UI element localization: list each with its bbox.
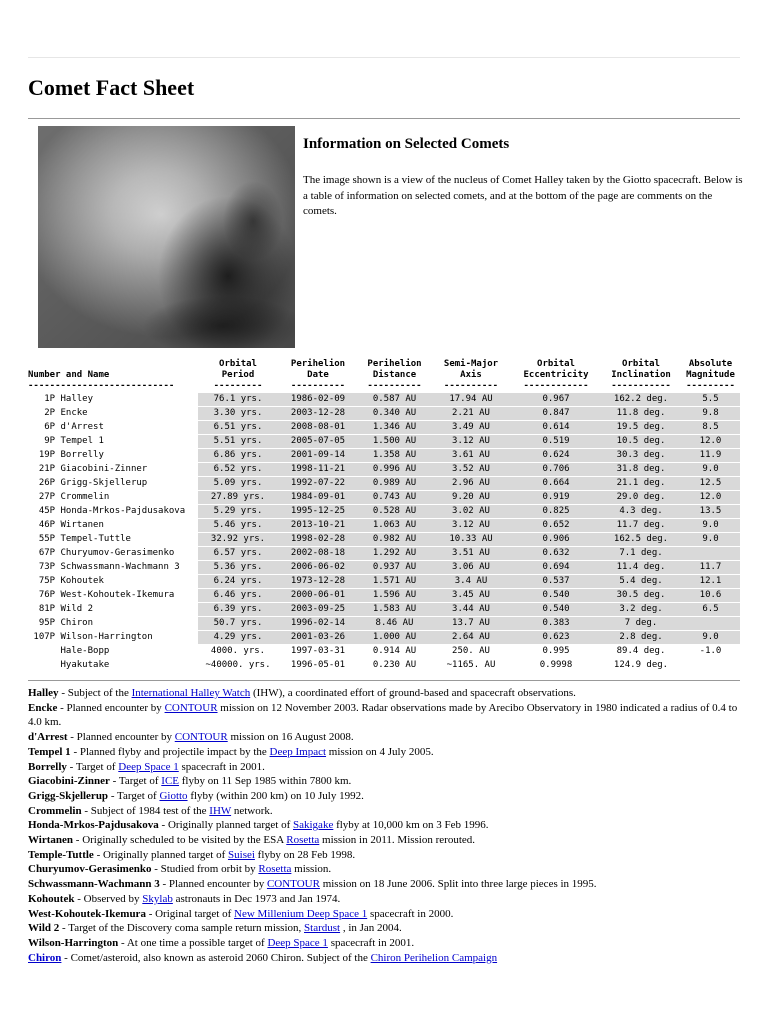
note-comet-name: Halley [28,687,59,699]
table-cell: 2.21 AU [431,407,511,420]
note-link[interactable]: Stardust [304,922,341,935]
table-cell: 4.3 deg. [601,505,681,518]
comet-name-cell: 107P Wilson-Harrington [28,631,198,644]
table-cell: 9.0 [681,519,740,532]
comet-note: Wild 2 - Target of the Discovery coma sample return mission, Stardust , in Jan 2004. [28,922,402,935]
comet-halley-nucleus-image [38,126,295,348]
table-cell: 6.39 yrs. [198,603,278,616]
table-row [28,603,740,616]
table-row [28,477,740,490]
notes-divider [28,680,740,681]
note-comet-name: Schwassmann-Wachmann 3 [28,878,160,891]
table-cell: 7.1 deg. [601,547,681,560]
table-row [28,463,740,476]
table-cell: 2001-09-14 [278,449,358,462]
table-cell: 0.847 [511,407,601,420]
table-cell: 9.0 [681,631,740,644]
table-cell: 0.989 AU [358,477,431,490]
table-cell: 5.36 yrs. [198,561,278,574]
table-cell: 9.0 [681,463,740,476]
table-row [28,491,740,504]
table-cell: 10.5 deg. [601,435,681,448]
table-row [28,617,740,630]
page-title: Comet Fact Sheet [28,75,195,100]
comet-table [28,358,740,673]
table-cell: 1995-12-25 [278,505,358,518]
table-header [28,359,740,392]
header-line-1: Perihelion [367,359,422,369]
table-cell: 0.540 [511,603,601,616]
note-comet-name: Wild 2 [28,922,60,935]
table-cell: 3.30 yrs. [198,407,278,420]
table-cell: 1.500 AU [358,435,431,448]
table-cell: 2005-07-05 [278,435,358,448]
table-cell: 0.540 [511,589,601,602]
table-cell: 1.583 AU [358,603,431,616]
table-cell: 3.44 AU [431,603,511,616]
table-cell: 1986-02-09 [278,393,358,406]
table-cell: 0.919 [511,491,601,504]
info-section [303,136,743,220]
table-cell: 0.937 AU [358,561,431,574]
note-link[interactable]: Deep Impact [269,745,327,758]
column-header [358,359,431,392]
table-cell [681,547,740,560]
table-cell: 5.09 yrs. [198,477,278,490]
comet-note: Giacobini-Zinner - Target of ICE flyby on 11 Sep 1985 within 7800 km. [28,775,352,788]
column-header [681,359,740,392]
comet-note: Borrelly - Target of Deep Space 1 spacecraft in 2001. [28,760,265,773]
column-header [601,359,681,392]
table-cell: 1996-05-01 [278,659,358,672]
header-line-1: Absolute [688,359,733,369]
table-cell: 5.4 deg. [601,575,681,588]
table-cell: 8.5 [681,421,740,434]
table-cell: 2.8 deg. [601,631,681,644]
table-cell: 0.632 [511,547,601,560]
table-cell: 21.1 deg. [601,477,681,490]
header-line-1 [28,359,198,370]
table-cell: 0.996 AU [358,463,431,476]
column-header [278,359,358,392]
note-comet-name: Tempel 1 [28,745,71,758]
table-cell: 0.537 [511,575,601,588]
table-cell: 2006-06-02 [278,561,358,574]
note-comet-name: Temple-Tuttle [28,848,94,861]
table-cell [681,659,740,672]
header-line-1: Orbital [537,359,575,369]
table-cell: 1.571 AU [358,575,431,588]
comet-name-cell: 9P Tempel 1 [28,435,198,448]
note-link[interactable]: Rosetta [258,863,292,876]
table-cell: 6.52 yrs. [198,463,278,476]
table-cell: 1.346 AU [358,421,431,434]
table-cell: 0.624 [511,449,601,462]
table-cell: 1.000 AU [358,631,431,644]
table-cell: 2008-08-01 [278,421,358,434]
table-cell: -1.0 [681,645,740,658]
header-underline: --------- [213,381,263,391]
header-line-2: Magnitude [686,370,735,380]
table-cell [681,617,740,630]
note-comet-name: Encke [28,701,58,714]
table-cell: 13.7 AU [431,617,511,630]
table-cell: 9.8 [681,407,740,420]
comet-name-cell: 1P Halley [28,393,198,406]
table-cell: 1.063 AU [358,519,431,532]
comet-note: Halley - Subject of the International Halley Watch (IHW), a coordinated effort of ground-based and spacecraft observations. [28,687,576,699]
note-link[interactable]: Chiron Perihelion Campaign [370,951,498,964]
table-cell: 0.743 AU [358,491,431,504]
comet-name-cell: 55P Tempel-Tuttle [28,533,198,546]
note-comet-name: Kohoutek [28,892,75,905]
table-cell: 0.383 [511,617,601,630]
comet-note: d'Arrest - Planned encounter by CONTOUR mission on 16 August 2008. [28,731,354,744]
table-cell: 3.02 AU [431,505,511,518]
table-cell: ~40000. yrs. [198,659,278,672]
table-cell: 6.46 yrs. [198,589,278,602]
table-cell: 3.49 AU [431,421,511,434]
table-cell: 12.0 [681,491,740,504]
table-cell: 6.86 yrs. [198,449,278,462]
table-cell: 89.4 deg. [601,645,681,658]
note-comet-name: Honda-Mrkos-Pajdusakova [28,819,159,832]
note-comet-name: Grigg-Skjellerup [28,789,109,802]
header-line-1: Semi-Major [443,359,499,369]
table-cell: 12.0 [681,435,740,448]
note-link[interactable]: IHW [209,804,232,817]
comet-note: Grigg-Skjellerup - Target of Giotto flyby (within 200 km) on 10 July 1992. [28,789,364,802]
table-row [28,533,740,546]
header-line-2: Inclination [611,370,671,380]
header-underline: ---------- [443,381,499,391]
comet-name-cell: 27P Crommelin [28,491,198,504]
comet-name-cell: 19P Borrelly [28,449,198,462]
table-cell: 6.57 yrs. [198,547,278,560]
table-cell: 9.20 AU [431,491,511,504]
header-line-2: Number and Name [28,370,110,380]
note-link[interactable]: Skylab [142,892,173,905]
table-cell: 11.4 deg. [601,561,681,574]
comet-notes [28,686,743,965]
table-cell: 162.5 deg. [601,533,681,546]
table-cell: 3.45 AU [431,589,511,602]
table-cell: 0.995 [511,645,601,658]
header-line-2: Distance [372,370,417,380]
comet-note: Chiron - Comet/asteroid, also known as asteroid 2060 Chiron. Subject of the Chiron Perihelion Campaign [28,951,498,964]
table-cell: 1.292 AU [358,547,431,560]
table-cell: 0.664 [511,477,601,490]
table-cell: 0.914 AU [358,645,431,658]
note-link[interactable]: Rosetta [286,834,320,847]
note-comet-name: Crommelin [28,804,82,817]
table-cell: 0.587 AU [358,393,431,406]
note-comet-name: Wirtanen [28,834,74,847]
table-row [28,407,740,420]
table-cell: 0.230 AU [358,659,431,672]
table-cell: 6.24 yrs. [198,575,278,588]
table-cell: 0.528 AU [358,505,431,518]
table-cell: 3.52 AU [431,463,511,476]
comet-note: Wilson-Harrington - At one time a possible target of Deep Space 1 spacecraft in 2001. [28,936,415,949]
comet-name-cell: 67P Churyumov-Gerasimenko [28,547,198,560]
comet-note: Churyumov-Gerasimenko - Studied from orbit by Rosetta mission. [28,863,332,876]
table-cell: 32.92 yrs. [198,533,278,546]
note-link[interactable]: Deep Space 1 [118,760,179,773]
note-link[interactable]: Giotto [159,789,188,802]
table-cell: 0.906 [511,533,601,546]
header-underline: ---------- [367,381,422,391]
table-cell: 124.9 deg. [601,659,681,672]
comet-note: Encke - Planned encounter by CONTOUR mission on 12 November 2003. Radar observations made by Arecibo Observatory in 1980 indicated a radius of 0.4 to 4.0 km. [28,701,738,729]
table-cell: 30.3 deg. [601,449,681,462]
table-cell: 13.5 [681,505,740,518]
table-row [28,519,740,532]
table-cell: 2013-10-21 [278,519,358,532]
comet-note: Kohoutek - Observed by Skylab astronauts in Dec 1973 and Jan 1974. [28,892,341,905]
column-header [28,359,198,392]
note-link[interactable]: CONTOUR [174,731,228,744]
table-cell: 0.652 [511,519,601,532]
table-cell: 3.4 AU [431,575,511,588]
note-comet-name: Giacobini-Zinner [28,775,110,788]
table-row [28,505,740,518]
table-row [28,589,740,602]
table-cell: 31.8 deg. [601,463,681,476]
table-cell: 11.7 [681,561,740,574]
comet-name-cell: Hyakutake [28,659,198,672]
table-cell: 27.89 yrs. [198,491,278,504]
note-comet-name: Churyumov-Gerasimenko [28,863,152,876]
table-cell: 12.5 [681,477,740,490]
comet-note: Wirtanen - Originally scheduled to be visited by the ESA Rosetta mission in 2011. Mission rerouted. [28,834,476,847]
table-cell: 5.51 yrs. [198,435,278,448]
table-cell: 3.12 AU [431,435,511,448]
column-header [198,359,278,392]
comet-name-cell: 26P Grigg-Skjellerup [28,477,198,490]
table-row [28,421,740,434]
table-row [28,575,740,588]
table-cell: 1.596 AU [358,589,431,602]
table-cell: 11.8 deg. [601,407,681,420]
table-cell: 10.33 AU [431,533,511,546]
header-line-1: Perihelion [290,359,346,369]
table-cell: 2002-08-18 [278,547,358,560]
info-text: The image shown is a view of the nucleus of Comet Halley taken by the Giotto spacecraft. Below is a table of information on selected comets, and at the bottom of the page are comments on the comets. [303,174,743,217]
table-row [28,449,740,462]
note-comet-name [28,952,61,964]
table-cell: 8.46 AU [358,617,431,630]
table-cell: 6.51 yrs. [198,421,278,434]
header-line-1: Orbital [622,359,660,369]
table-cell: 3.61 AU [431,449,511,462]
comet-name-cell: 76P West-Kohoutek-Ikemura [28,589,198,602]
table-cell: 0.623 [511,631,601,644]
table-cell: 1992-07-22 [278,477,358,490]
comet-name-cell: 21P Giacobini-Zinner [28,463,198,476]
comet-name-cell: 81P Wild 2 [28,603,198,616]
table-cell: 76.1 yrs. [198,393,278,406]
table-cell: 0.706 [511,463,601,476]
table-cell: 19.5 deg. [601,421,681,434]
note-link[interactable]: New Millenium Deep Space 1 [234,907,368,920]
table-cell: 0.982 AU [358,533,431,546]
header-line-2: Date [307,370,329,380]
table-cell: 2003-12-28 [278,407,358,420]
table-cell: 5.46 yrs. [198,519,278,532]
table-row [28,547,740,560]
comet-name-cell: 6P d'Arrest [28,421,198,434]
title-divider [28,118,740,119]
table-cell: 3.12 AU [431,519,511,532]
header-underline: ---------- [290,381,346,391]
table-cell: 2.64 AU [431,631,511,644]
header-underline: ------------ [523,381,589,391]
table-cell: 30.5 deg. [601,589,681,602]
table-cell: 0.694 [511,561,601,574]
note-link[interactable]: Suisei [228,848,255,861]
note-link[interactable]: ICE [161,775,180,788]
note-link[interactable]: Deep Space 1 [267,936,328,949]
column-header [511,359,601,392]
table-cell: 0.9998 [511,659,601,672]
comet-name-cell: 46P Wirtanen [28,519,198,532]
note-link[interactable]: CONTOUR [266,878,320,891]
note-comet-name: Wilson-Harrington [28,936,119,949]
comet-note: Temple-Tuttle - Originally planned target of Suisei flyby on 28 Feb 1998. [28,848,356,861]
comet-name-cell: Hale-Bopp [28,645,198,658]
table-cell: 2003-09-25 [278,603,358,616]
table-cell: 0.967 [511,393,601,406]
table-cell: 1998-02-28 [278,533,358,546]
header-underline: --------------------------- [28,381,175,391]
table-body [28,393,740,672]
header-line-2: Eccentricity [523,370,589,380]
table-cell: 1973-12-28 [278,575,358,588]
note-name-link[interactable]: Chiron [28,951,62,964]
header-underline: --------- [686,381,735,391]
comet-note: Honda-Mrkos-Pajdusakova - Originally planned target of Sakigake flyby at 10,000 km on 3 Feb 1996. [28,819,489,832]
note-link[interactable]: Sakigake [293,819,334,832]
table-cell: 2000-06-01 [278,589,358,602]
note-comet-name: Borrelly [28,760,67,773]
note-link[interactable]: CONTOUR [164,701,218,714]
table-cell: 0.614 [511,421,601,434]
table-cell: 12.1 [681,575,740,588]
table-cell: 0.825 [511,505,601,518]
table-cell: 10.6 [681,589,740,602]
info-heading: Information on Selected Comets [303,136,510,152]
table-cell: 2.96 AU [431,477,511,490]
table-cell: 7 deg. [601,617,681,630]
column-header [431,359,511,392]
comet-name-cell: 45P Honda-Mrkos-Pajdusakova [28,505,198,518]
table-cell: 29.0 deg. [601,491,681,504]
table-row [28,561,740,574]
table-cell: 162.2 deg. [601,393,681,406]
comet-note: West-Kohoutek-Ikemura - Original target of New Millenium Deep Space 1 spacecraft in 2000. [28,907,454,920]
table-cell: ~1165. AU [431,659,511,672]
table-cell: 9.0 [681,533,740,546]
comet-name-cell: 2P Encke [28,407,198,420]
table-cell: 0.519 [511,435,601,448]
header-line-2: Period [221,370,255,380]
header-line-2: Axis [460,370,482,380]
table-row [28,659,740,672]
comet-note: Tempel 1 - Planned flyby and projectile impact by the Deep Impact mission on 4 July 2005. [28,745,434,758]
table-row [28,435,740,448]
table-cell: 3.2 deg. [601,603,681,616]
table-cell: 6.5 [681,603,740,616]
header-line-1: Orbital [219,359,257,369]
table-cell: 1997-03-31 [278,645,358,658]
table-cell: 11.7 deg. [601,519,681,532]
table-cell: 5.29 yrs. [198,505,278,518]
comet-name-cell: 75P Kohoutek [28,575,198,588]
table-cell: 1996-02-14 [278,617,358,630]
table-cell: 50.7 yrs. [198,617,278,630]
table-row [28,631,740,644]
table-cell: 4.29 yrs. [198,631,278,644]
table-row [28,393,740,406]
note-comet-name: West-Kohoutek-Ikemura [28,907,146,920]
comet-note: Crommelin - Subject of 1984 test of the IHW network. [28,804,273,817]
table-cell: 5.5 [681,393,740,406]
comet-note: Schwassmann-Wachmann 3 - Planned encounter by CONTOUR mission on 18 June 2006. Split into three large pieces in 1995. [28,878,597,891]
table-cell: 1.358 AU [358,449,431,462]
table-cell: 3.06 AU [431,561,511,574]
table-cell: 1998-11-21 [278,463,358,476]
note-comet-name: d'Arrest [28,731,68,744]
table-cell: 250. AU [431,645,511,658]
note-link[interactable]: International Halley Watch [131,687,251,699]
header-underline: ----------- [611,381,671,391]
comet-name-cell: 73P Schwassmann-Wachmann 3 [28,561,198,574]
comet-name-cell: 95P Chiron [28,617,198,630]
table-cell: 2001-03-26 [278,631,358,644]
table-cell: 3.51 AU [431,547,511,560]
table-row [28,645,740,658]
table-cell: 4000. yrs. [198,645,278,658]
table-cell: 0.340 AU [358,407,431,420]
table-cell: 17.94 AU [431,393,511,406]
top-divider [28,57,740,58]
table-cell: 1984-09-01 [278,491,358,504]
table-cell: 11.9 [681,449,740,462]
